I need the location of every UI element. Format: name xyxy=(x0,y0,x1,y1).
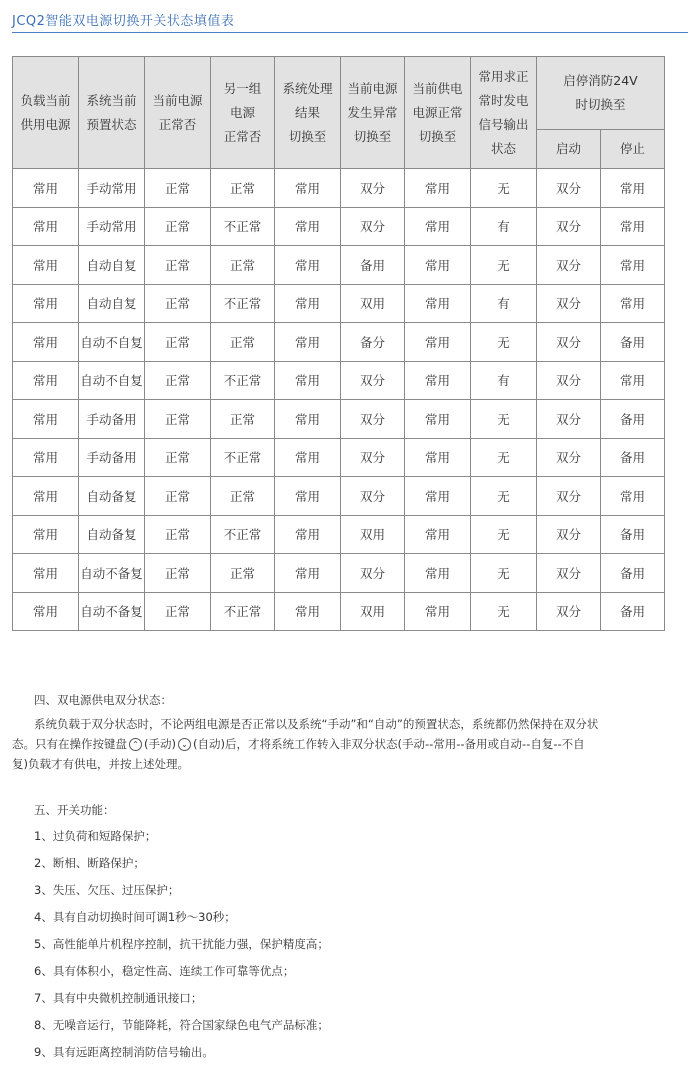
table-cell: 自动自复 xyxy=(79,284,145,323)
table-cell: 正常 xyxy=(211,477,275,516)
table-cell: 常用 xyxy=(275,554,341,593)
table-row xyxy=(13,400,665,439)
section5-heading: 五、开关功能： xyxy=(34,803,115,817)
table-cell: 正常 xyxy=(145,207,211,246)
table-cell: 不正常 xyxy=(211,361,275,400)
table-cell: 正常 xyxy=(145,477,211,516)
table-row xyxy=(13,592,665,631)
page-title: JCQ2智能双电源切换开关状态填值表 xyxy=(12,14,235,29)
table-cell: 双分 xyxy=(341,400,405,439)
table-cell: 双用 xyxy=(341,284,405,323)
table-cell: 常用 xyxy=(601,169,665,208)
table-cell: 自动备复 xyxy=(79,477,145,516)
table-cell: 常用 xyxy=(275,361,341,400)
table-cell: 常用 xyxy=(275,284,341,323)
chevron-up-circle-icon: ⌃ xyxy=(129,738,142,751)
table-cell: 常用 xyxy=(405,438,471,477)
feature-item: 7、具有中央微机控制通讯接口； xyxy=(34,991,203,1005)
table-cell: 双分 xyxy=(341,169,405,208)
table-cell: 正常 xyxy=(211,323,275,362)
table-cell: 常用 xyxy=(13,284,79,323)
table-cell: 无 xyxy=(471,515,537,554)
table-row xyxy=(13,554,665,593)
feature-item: 4、具有自动切换时间可调1秒～30秒； xyxy=(34,910,236,924)
header-normal-switch: 当前供电 电源正常 切换至 xyxy=(405,57,471,169)
header-fire-start: 启动 xyxy=(537,130,601,169)
table-row xyxy=(13,207,665,246)
table-cell: 常用 xyxy=(275,246,341,285)
feature-item: 5、高性能单片机程序控制，抗干扰能力强，保护精度高； xyxy=(34,937,329,951)
header-signal-output: 常用求正 常时发电 信号输出 状态 xyxy=(471,57,537,169)
table-cell: 常用 xyxy=(13,554,79,593)
table-cell: 不正常 xyxy=(211,515,275,554)
table-cell: 正常 xyxy=(145,400,211,439)
header-fire-stop: 停止 xyxy=(601,130,665,169)
table-cell: 常用 xyxy=(601,361,665,400)
table-cell: 正常 xyxy=(145,284,211,323)
table-cell: 常用 xyxy=(13,592,79,631)
feature-item: 6、具有体积小，稳定性高、连续工作可靠等优点； xyxy=(34,964,295,978)
feature-item: 1、过负荷和短路保护； xyxy=(34,829,157,843)
table-cell: 常用 xyxy=(405,323,471,362)
header-current-normal: 当前电源 正常否 xyxy=(145,57,211,169)
table-cell: 常用 xyxy=(13,246,79,285)
table-row xyxy=(13,246,665,285)
header-fire-group: 启停消防24V 时切换至 xyxy=(537,57,665,130)
table-cell: 不正常 xyxy=(211,284,275,323)
table-cell: 正常 xyxy=(211,400,275,439)
table-cell: 正常 xyxy=(145,438,211,477)
header-system-result: 系统处理 结果 切换至 xyxy=(275,57,341,169)
table-cell: 常用 xyxy=(405,515,471,554)
feature-item: 2、断相、断路保护； xyxy=(34,856,145,870)
header-other-normal: 另一组 电源 正常否 xyxy=(211,57,275,169)
table-cell: 常用 xyxy=(405,361,471,400)
table-cell: 自动不自复 xyxy=(79,323,145,362)
feature-item: 3、失压、欠压、过压保护； xyxy=(34,883,180,897)
table-cell: 双分 xyxy=(537,207,601,246)
table-cell: 备用 xyxy=(601,323,665,362)
table-cell: 双分 xyxy=(341,477,405,516)
header-load-source: 负载当前 供用电源 xyxy=(13,57,79,169)
table-cell: 常用 xyxy=(13,323,79,362)
table-cell: 正常 xyxy=(145,592,211,631)
table-cell: 有 xyxy=(471,207,537,246)
section4-paragraph-line1: 系统负载于双分状态时，不论两组电源是否正常以及系统“手动”和“自动”的预置状态，系统都仍然保持在双分状 xyxy=(34,717,599,731)
table-cell: 常用 xyxy=(275,400,341,439)
table-cell: 备用 xyxy=(601,592,665,631)
table-cell: 备用 xyxy=(341,246,405,285)
table-cell: 不正常 xyxy=(211,438,275,477)
table-cell: 不正常 xyxy=(211,592,275,631)
feature-item: 9、具有远距离控制消防信号输出。 xyxy=(34,1045,214,1059)
table-cell: 常用 xyxy=(405,246,471,285)
table-cell: 双分 xyxy=(341,361,405,400)
table-cell: 常用 xyxy=(275,477,341,516)
table-cell: 正常 xyxy=(145,246,211,285)
table-row xyxy=(13,323,665,362)
table-cell: 常用 xyxy=(275,323,341,362)
table-cell: 无 xyxy=(471,592,537,631)
table-cell: 无 xyxy=(471,246,537,285)
header-abnormal-switch: 当前电源 发生异常 切换至 xyxy=(341,57,405,169)
table-cell: 无 xyxy=(471,554,537,593)
table-cell: 常用 xyxy=(13,361,79,400)
header-preset-state: 系统当前 预置状态 xyxy=(79,57,145,169)
table-cell: 常用 xyxy=(275,592,341,631)
table-cell: 正常 xyxy=(145,361,211,400)
table-cell: 常用 xyxy=(601,477,665,516)
table-cell: 无 xyxy=(471,400,537,439)
table-cell: 常用 xyxy=(275,515,341,554)
table-cell: 自动不自复 xyxy=(79,361,145,400)
table-cell: 常用 xyxy=(601,284,665,323)
table-cell: 备用 xyxy=(601,438,665,477)
table-cell: 常用 xyxy=(13,169,79,208)
table-cell: 无 xyxy=(471,169,537,208)
table-cell: 常用 xyxy=(13,207,79,246)
table-cell: 常用 xyxy=(275,438,341,477)
table-cell: 备分 xyxy=(341,323,405,362)
table-cell: 自动自复 xyxy=(79,246,145,285)
table-cell: 无 xyxy=(471,477,537,516)
table-cell: 双分 xyxy=(537,438,601,477)
table-cell: 正常 xyxy=(211,169,275,208)
table-row xyxy=(13,169,665,208)
table-cell: 常用 xyxy=(405,207,471,246)
state-table xyxy=(12,56,665,631)
table-cell: 双分 xyxy=(537,284,601,323)
table-cell: 常用 xyxy=(13,477,79,516)
table-cell: 无 xyxy=(471,323,537,362)
table-cell: 手动常用 xyxy=(79,207,145,246)
table-cell: 正常 xyxy=(211,554,275,593)
table-cell: 双分 xyxy=(537,592,601,631)
table-cell: 常用 xyxy=(13,515,79,554)
table-row xyxy=(13,477,665,516)
feature-item: 8、无噪音运行，节能降耗，符合国家绿色电气产品标准； xyxy=(34,1018,329,1032)
table-cell: 自动不备复 xyxy=(79,592,145,631)
table-cell: 正常 xyxy=(145,323,211,362)
table-cell: 常用 xyxy=(275,207,341,246)
table-cell: 常用 xyxy=(13,400,79,439)
table-cell: 双分 xyxy=(537,554,601,593)
chevron-down-circle-icon: ⌄ xyxy=(178,738,191,751)
table-cell: 双分 xyxy=(537,477,601,516)
table-cell: 常用 xyxy=(405,400,471,439)
table-cell: 常用 xyxy=(275,169,341,208)
table-cell: 常用 xyxy=(405,169,471,208)
table-cell: 备用 xyxy=(601,554,665,593)
table-cell: 双分 xyxy=(537,361,601,400)
table-row xyxy=(13,515,665,554)
table-cell: 有 xyxy=(471,284,537,323)
table-cell: 双分 xyxy=(341,207,405,246)
table-cell: 双用 xyxy=(341,515,405,554)
table-cell: 正常 xyxy=(145,554,211,593)
table-cell: 备用 xyxy=(601,515,665,554)
table-cell: 双用 xyxy=(341,592,405,631)
section-dual-open xyxy=(12,690,684,774)
table-cell: 手动备用 xyxy=(79,400,145,439)
section4-paragraph-line3: 复)负载才有供电，并按上述处理。 xyxy=(12,757,189,771)
table-cell: 双分 xyxy=(537,323,601,362)
table-row xyxy=(13,438,665,477)
title-divider xyxy=(12,32,688,33)
table-cell: 自动不备复 xyxy=(79,554,145,593)
section4-paragraph-line2: 态。只有在操作按键盘 ⌃ (手动) ⌄ (自动)后，才将系统工作转入非双分状态(手动--常用--备用或自动--自复--不自 xyxy=(12,737,585,751)
table-cell: 正常 xyxy=(145,515,211,554)
table-cell: 正常 xyxy=(211,246,275,285)
table-cell: 有 xyxy=(471,361,537,400)
table-cell: 无 xyxy=(471,438,537,477)
table-cell: 常用 xyxy=(405,477,471,516)
table-cell: 正常 xyxy=(145,169,211,208)
table-cell: 常用 xyxy=(601,246,665,285)
table-cell: 手动常用 xyxy=(79,169,145,208)
section-functions xyxy=(12,800,684,820)
table-row xyxy=(13,361,665,400)
table-row xyxy=(13,284,665,323)
table-cell: 常用 xyxy=(601,207,665,246)
table-cell: 常用 xyxy=(405,592,471,631)
table-cell: 不正常 xyxy=(211,207,275,246)
table-cell: 自动备复 xyxy=(79,515,145,554)
table-cell: 双分 xyxy=(537,169,601,208)
table-cell: 备用 xyxy=(601,400,665,439)
table-cell: 常用 xyxy=(405,284,471,323)
table-cell: 双分 xyxy=(537,515,601,554)
table-cell: 常用 xyxy=(405,554,471,593)
table-cell: 手动备用 xyxy=(79,438,145,477)
table-cell: 双分 xyxy=(341,554,405,593)
table-cell: 双分 xyxy=(537,400,601,439)
section4-heading: 四、双电源供电双分状态： xyxy=(34,693,172,707)
table-cell: 双分 xyxy=(341,438,405,477)
table-cell: 常用 xyxy=(13,438,79,477)
table-cell: 双分 xyxy=(537,246,601,285)
